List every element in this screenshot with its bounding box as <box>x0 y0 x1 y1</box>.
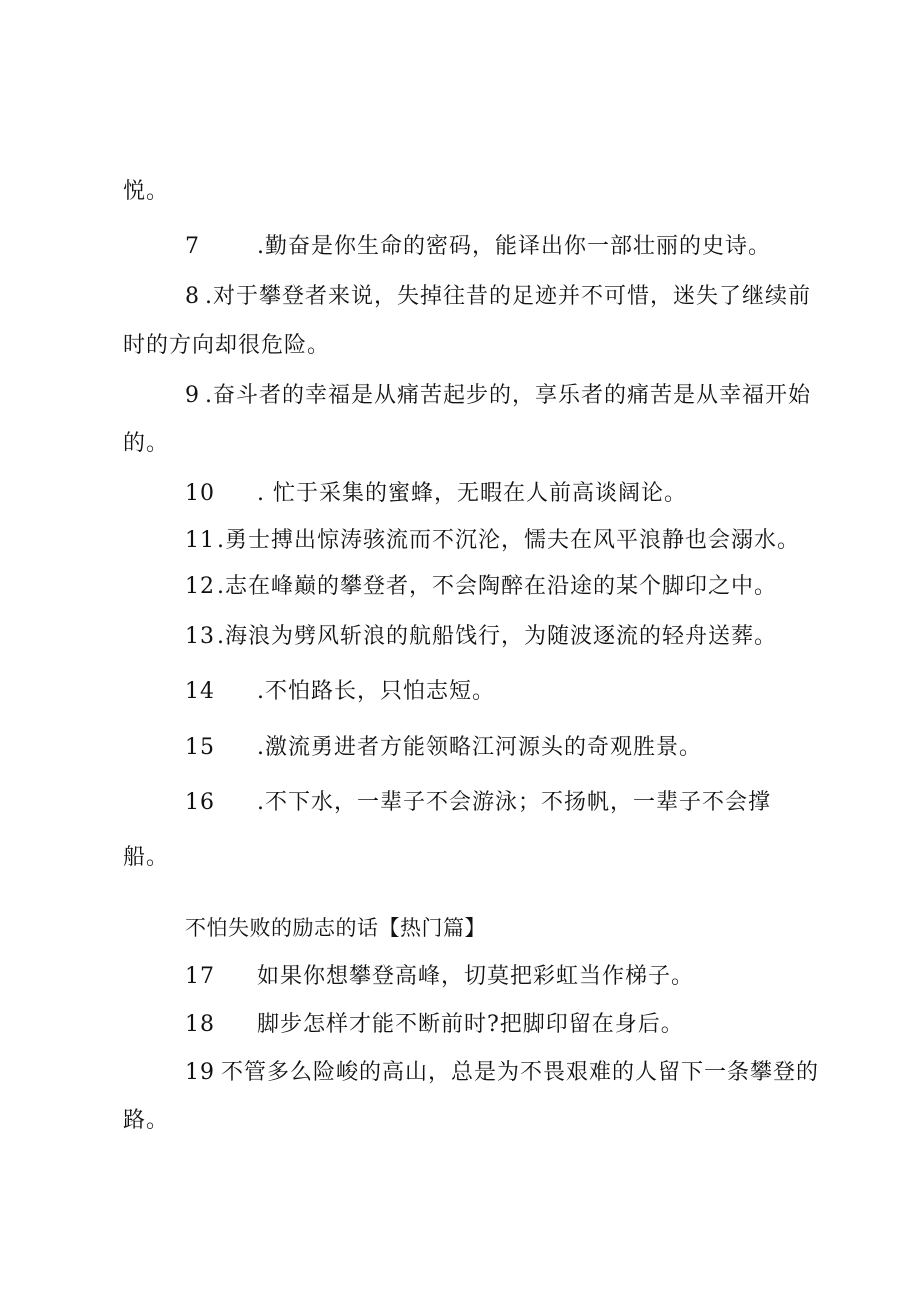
list-item <box>185 622 777 652</box>
line-text: 悦。 <box>123 179 170 204</box>
line-text: 的。 <box>123 431 170 456</box>
heading-text: 不怕失败的励志的话【热门篇】 <box>185 916 486 940</box>
item-text: .对于攀登者来说，失掉往昔的足迹并不可惜，迷失了继续前 <box>205 284 811 309</box>
list-item <box>185 526 800 556</box>
item-number: 16 <box>185 790 215 815</box>
item-number: 11 <box>185 528 215 553</box>
line-text: 时的方向却很危险。 <box>123 333 331 358</box>
list-item <box>185 282 811 312</box>
item-text: .勤奋是你生命的密码，能译出你一部壮丽的史诗。 <box>257 234 771 259</box>
item-number: 9 <box>185 383 200 408</box>
item-number: 8 <box>185 284 200 309</box>
list-item <box>185 479 687 509</box>
item-number: 12 <box>185 574 215 599</box>
item-text: .奋斗者的幸福是从痛苦起步的，享乐者的痛苦是从幸福开始 <box>205 383 811 408</box>
list-item <box>185 677 495 707</box>
item-text: . 忙于采集的蜜蜂，无暇在人前高谈阔论。 <box>257 481 687 506</box>
item-text: .不下水，一辈子不会游泳；不扬帆，一辈子不会撑 <box>257 790 771 815</box>
list-item <box>185 381 811 411</box>
item-text: .激流勇进者方能领略江河源头的奇观胜景。 <box>257 735 702 760</box>
item-number: 13 <box>185 624 215 649</box>
list-item <box>185 1058 819 1088</box>
item-number: 7 <box>185 234 200 259</box>
line-text: 船。 <box>123 845 170 870</box>
item-text: 不管多么险峻的高山，总是为不畏艰难的人留下一条攀登的 <box>221 1060 820 1085</box>
list-item <box>185 232 771 262</box>
item-text: .勇士搏出惊涛骇流而不沉沦，懦夫在风平浪静也会溺水。 <box>217 528 800 553</box>
list-item <box>185 788 771 818</box>
item-text: .海浪为劈风斩浪的航船饯行，为随波逐流的轻舟送葬。 <box>217 624 777 649</box>
item-number: 18 <box>185 1012 215 1037</box>
item-number: 14 <box>185 679 215 704</box>
item-text: 脚步怎样才能不断前时?把脚印留在身后。 <box>257 1012 684 1037</box>
item-number: 15 <box>185 735 215 760</box>
continuation-line <box>123 177 169 207</box>
list-item <box>185 1010 684 1040</box>
section-heading <box>185 913 486 943</box>
list-item <box>185 572 777 602</box>
item-text: .志在峰巅的攀登者，不会陶醉在沿途的某个脚印之中。 <box>217 574 777 599</box>
item-number: 10 <box>185 481 215 506</box>
item-number: 19 <box>185 1060 215 1085</box>
list-item <box>185 733 702 763</box>
continuation-line <box>123 429 169 459</box>
item-number: 17 <box>185 964 215 989</box>
continuation-line <box>123 1106 169 1136</box>
continuation-line <box>123 331 330 361</box>
line-text: 路。 <box>123 1108 170 1133</box>
item-text: .不怕路长，只怕志短。 <box>257 679 495 704</box>
item-text: 如果你想攀登高峰，切莫把彩虹当作梯子。 <box>257 964 695 989</box>
list-item <box>185 962 694 992</box>
continuation-line <box>123 843 169 873</box>
